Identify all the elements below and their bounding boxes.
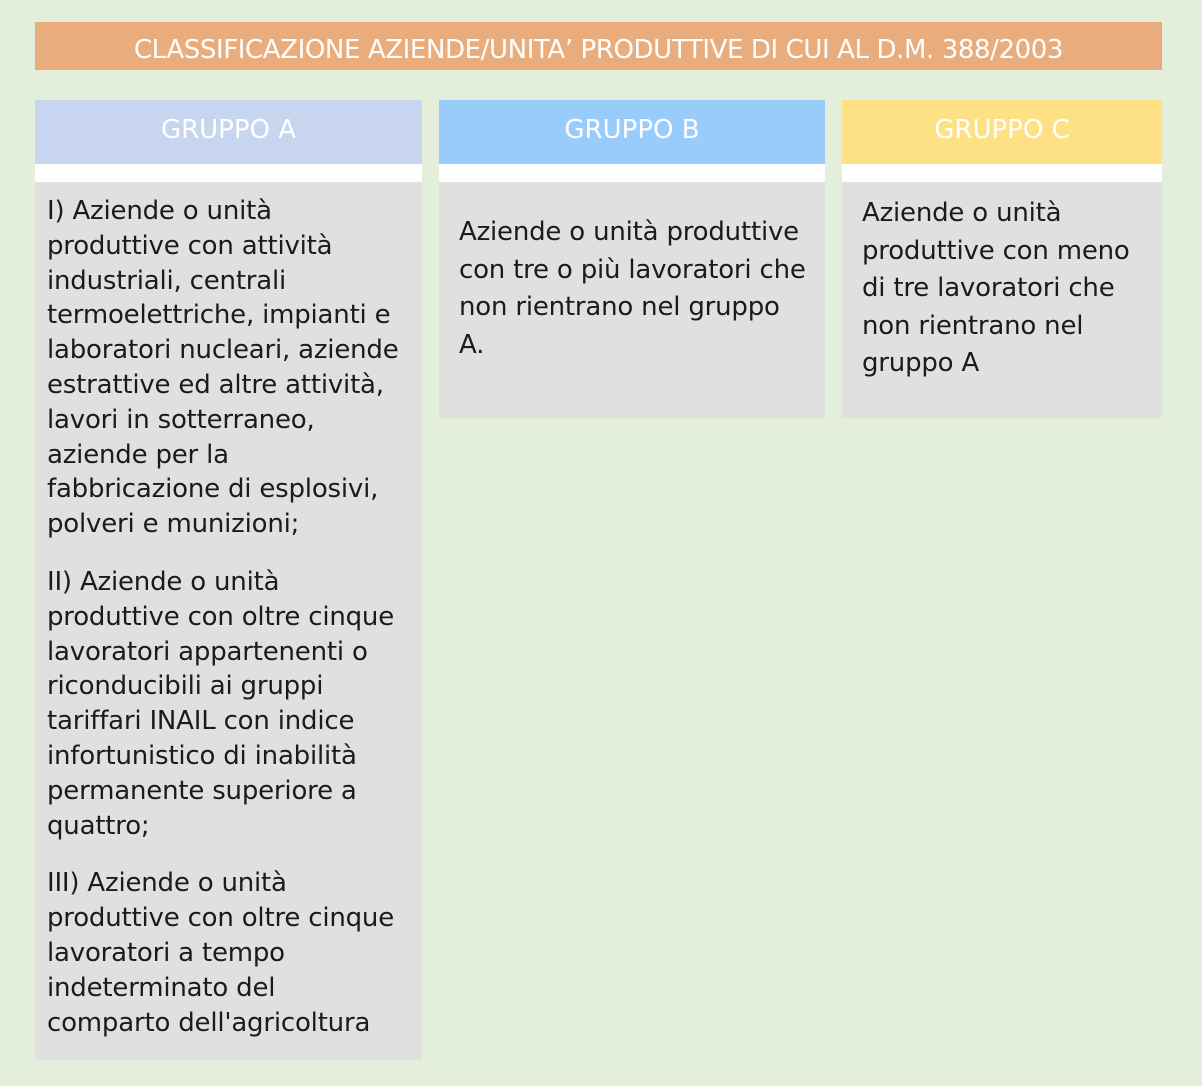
group-b-text: Aziende o unità produttive con tre o più lavoratori che non rientrano nel gruppo A. xyxy=(459,217,806,360)
group-a-description xyxy=(35,182,422,1060)
group-b-description xyxy=(439,182,825,418)
group-a-item-1: I) Aziende o unità produttive con attività industriali, centrali termoelettriche, impianti e laboratori nucleari, aziende estrattive ed altre attività, lavori in sotterraneo, aziende per la fabbricazione di esplosivi, polveri e munizioni; xyxy=(47,196,399,540)
group-c-column xyxy=(842,100,1162,418)
group-a-header: GRUPPO A xyxy=(35,100,422,164)
group-b-column xyxy=(439,100,825,418)
group-a-item-2: II) Aziende o unità produttive con oltre cinque lavoratori appartenenti o riconducibili ai gruppi tariffari INAIL con indice infortunistico di inabilità permanente superiore a quattro; xyxy=(47,566,394,841)
group-c-description xyxy=(842,182,1162,418)
group-c-text: Aziende o unità produttive con meno di tre lavoratori che non rientrano nel gruppo A xyxy=(862,198,1130,378)
group-c-header: GRUPPO C xyxy=(842,100,1162,164)
group-b-header: GRUPPO B xyxy=(439,100,825,164)
diagram-title: CLASSIFICAZIONE AZIENDE/UNITA’ PRODUTTIVE DI CUI AL D.M. 388/2003 xyxy=(35,22,1162,70)
group-a-column xyxy=(35,100,422,1060)
group-a-item-3: III) Aziende o unità produttive con oltre cinque lavoratori a tempo indeterminato del comparto dell'agricoltura xyxy=(47,868,394,1038)
